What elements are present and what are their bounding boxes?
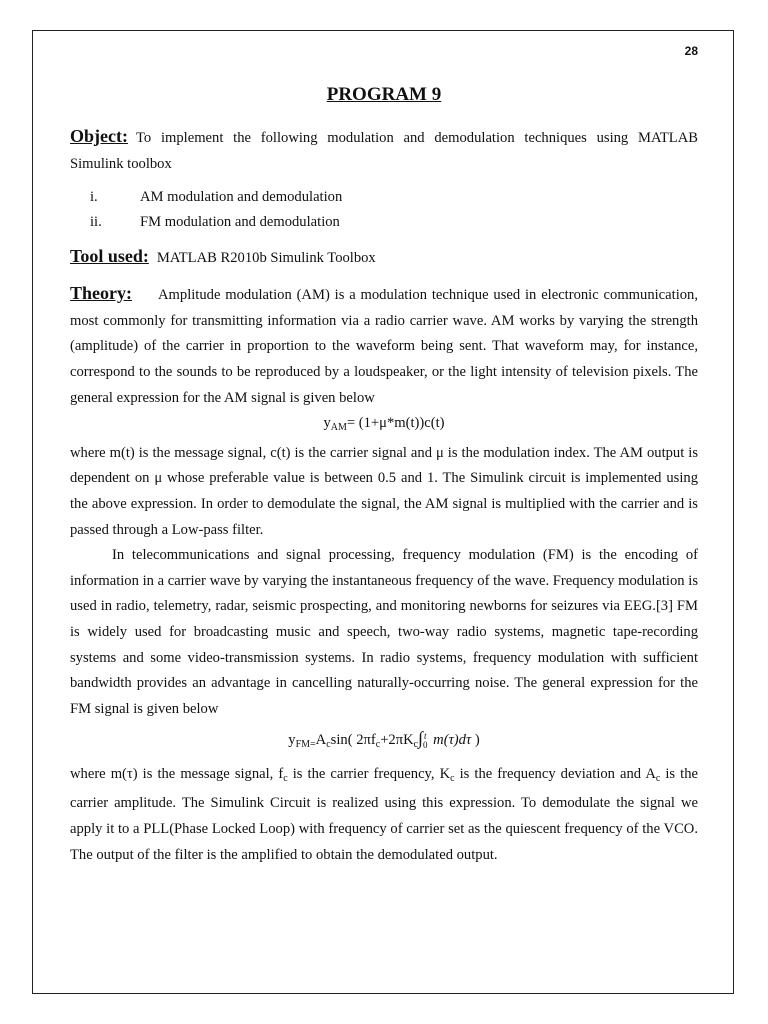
p4-sub-b: c xyxy=(450,772,455,784)
tool-label: Tool used: xyxy=(70,246,149,267)
p4-part-a: where m(τ) is the message signal, f xyxy=(70,765,284,782)
technique-list xyxy=(70,185,698,235)
p4-sub-c: c xyxy=(655,772,661,784)
list-item-number: ii. xyxy=(90,214,102,231)
am-eq-y: y xyxy=(323,415,331,432)
am-eq-body: = (1+μ*m(t))c(t) xyxy=(346,415,445,432)
integral-limits xyxy=(423,732,428,750)
fm-eq-a: A xyxy=(315,732,327,749)
fm-equation xyxy=(70,726,698,758)
p4-sub-a: c xyxy=(283,772,288,784)
theory-paragraph-2: where m(t) is the message signal, c(t) is the carrier signal and μ is the modulation index. The AM output is dependent on μ whose preferable value is between 0.5 and 1. The Simulink circuit is implemented using the above expression. In order to demodulate the signal, the AM signal is multiplied with the carrier and is passed through a Low-pass filter. xyxy=(70,444,698,538)
list-item xyxy=(70,210,698,235)
fm-eq-plus: +2πK xyxy=(380,732,414,749)
fm-eq-subscript: FM= xyxy=(295,739,316,751)
fm-eq-integrand: m(τ)dτ xyxy=(429,732,475,749)
theory-paragraph-3: In telecommunications and signal processing, frequency modulation (FM) is the encoding of information in a carrier wave by varying the instantaneous frequency of the wave. Frequency modulation is used in radio, telemetry, radar, seismic prospecting, and monitoring newborns for seizures via EEG.[3] FM is widely used for broadcasting music and speech, two-way radio systems, magnetic tape-recording systems and some video-transmission systems. In radio systems, frequency modulation with sufficient bandwidth provides an advantage in cancelling naturally-occurring noise. The general expression for the FM signal is given below xyxy=(70,547,698,717)
page-number: 28 xyxy=(684,44,698,58)
am-eq-subscript: AM xyxy=(330,422,347,434)
theory-paragraph-4 xyxy=(70,762,698,868)
integral-upper-limit: t xyxy=(424,730,427,741)
fm-eq-f-sub: c xyxy=(375,739,381,751)
fm-eq-a-sub: c xyxy=(326,739,331,751)
list-item-number: i. xyxy=(90,189,98,206)
theory-label: Theory: xyxy=(70,283,132,304)
p4-part-c: is the frequency deviation and A xyxy=(454,765,656,782)
list-item-text: FM modulation and demodulation xyxy=(140,214,340,231)
theory-paragraph-1 xyxy=(70,281,698,411)
document-body xyxy=(70,84,698,868)
integral-lower-limit: 0 xyxy=(423,739,428,750)
integral-symbol: ∫ xyxy=(418,728,424,749)
p4-part-d: is the carrier amplitude. The Simulink Circuit is realized using this expression. To demodulate the signal we apply it to a PLL(Phase Locked Loop) with frequency of carrier set as the quiescent frequency of the VCO. The output of the filter is the amplified to obtain the demodulated output. xyxy=(70,765,698,863)
object-paragraph xyxy=(70,124,698,177)
p4-part-b: is the carrier frequency, K xyxy=(287,765,451,782)
fm-eq-k-sub: c xyxy=(413,739,419,751)
object-label: Object: xyxy=(70,126,128,146)
fm-eq-y: y xyxy=(288,732,296,749)
list-item-text: AM modulation and demodulation xyxy=(140,189,343,206)
am-equation xyxy=(70,411,698,441)
theory-p1-text: Amplitude modulation (AM) is a modulation technique used in electronic communication, most commonly for transmitting information via a radio carrier wave. AM works by varying the strength (amplitude) of the carrier in proportion to the waveform being sent. That waveform may, for instance, correspond to the sounds to be reproduced by a loudspeaker, or the light intensity of television pixels. The general expression for the AM signal is given below xyxy=(70,287,698,406)
tool-text: MATLAB R2010b Simulink Toolbox xyxy=(156,250,376,267)
tool-used-section xyxy=(70,243,698,271)
fm-eq-close: ) xyxy=(474,732,480,749)
object-text: To implement the following modulation and demodulation techniques using MATLAB Simulink toolbox xyxy=(70,130,698,172)
list-item xyxy=(70,185,698,210)
page-title: PROGRAM 9 xyxy=(326,84,442,105)
fm-eq-sin: sin( 2πf xyxy=(330,732,376,749)
